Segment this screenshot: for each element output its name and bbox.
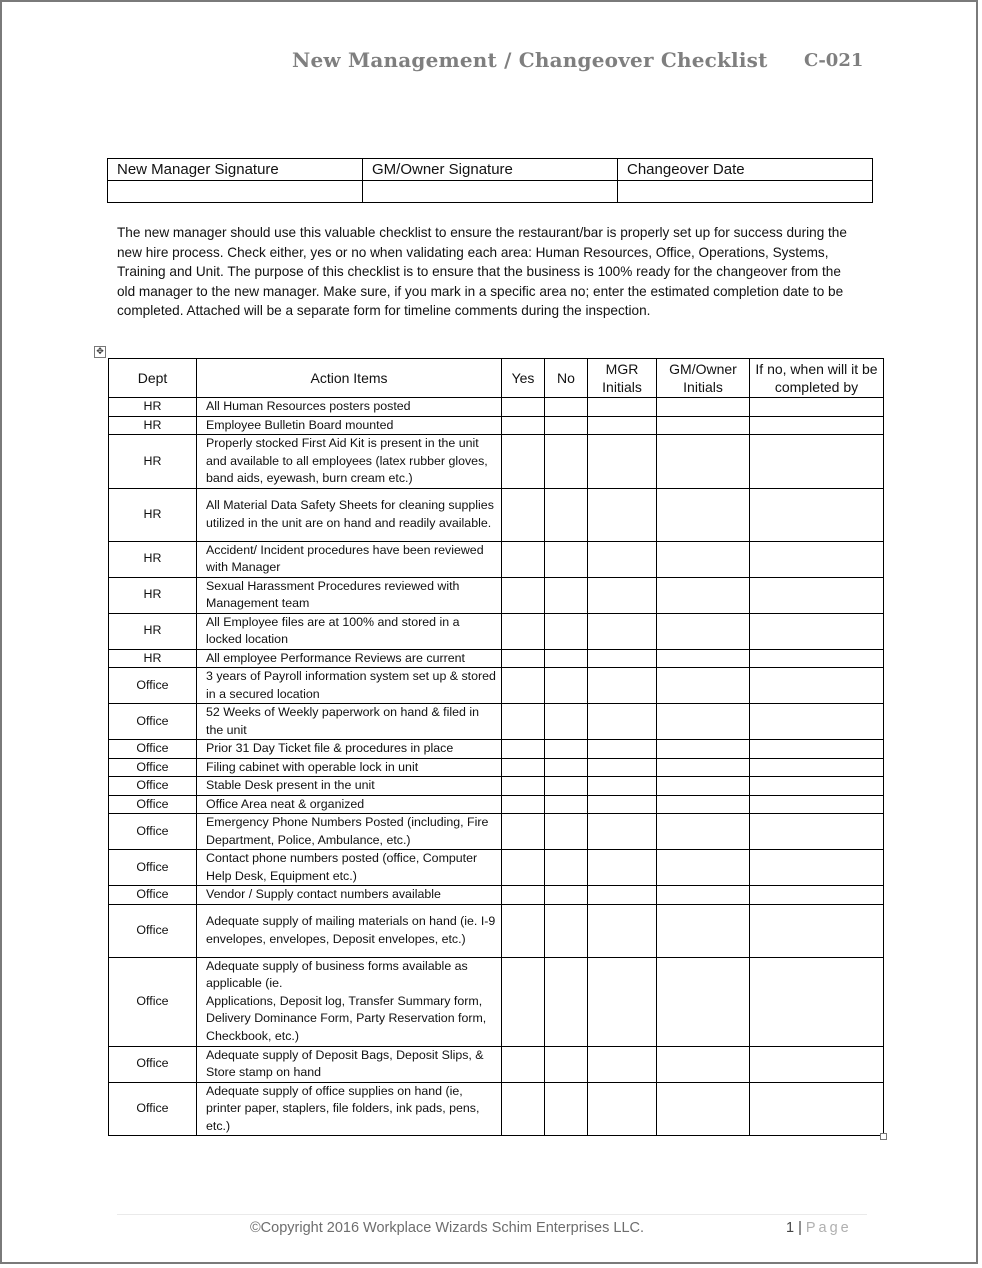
mgr-initials-cell[interactable]: [588, 541, 657, 577]
mgr-initials-cell[interactable]: [588, 904, 657, 957]
completion-date-cell[interactable]: [750, 1046, 884, 1082]
completion-date-cell[interactable]: [750, 704, 884, 740]
dept-cell: Office: [109, 777, 197, 796]
completion-date-cell[interactable]: [750, 850, 884, 886]
mgr-initials-cell[interactable]: [588, 1082, 657, 1136]
dept-cell: Office: [109, 758, 197, 777]
dept-cell: Office: [109, 886, 197, 905]
changeover-date-field[interactable]: [618, 181, 873, 203]
gm-owner-initials-cell[interactable]: [657, 740, 750, 759]
gm-owner-initials-cell[interactable]: [657, 488, 750, 541]
action-item-cell: Vendor / Supply contact numbers available: [197, 886, 502, 905]
action-item-cell: 52 Weeks of Weekly paperwork on hand & filed in the unit: [197, 704, 502, 740]
yes-cell[interactable]: [502, 488, 545, 541]
mgr-initials-cell[interactable]: [588, 957, 657, 1046]
table-row: [109, 577, 884, 613]
no-cell[interactable]: [545, 613, 588, 649]
completion-date-cell[interactable]: [750, 795, 884, 814]
yes-cell[interactable]: [502, 577, 545, 613]
no-cell[interactable]: [545, 795, 588, 814]
mgr-initials-cell[interactable]: [588, 613, 657, 649]
yes-cell[interactable]: [502, 613, 545, 649]
mgr-initials-cell[interactable]: [588, 777, 657, 796]
no-cell[interactable]: [545, 416, 588, 435]
mgr-initials-cell[interactable]: [588, 668, 657, 704]
dept-cell: HR: [109, 416, 197, 435]
mgr-initials-cell[interactable]: [588, 886, 657, 905]
table-row: [109, 957, 884, 1046]
checklist-table: [108, 358, 884, 1136]
action-item-cell: Adequate supply of office supplies on hand (ie, printer paper, staplers, file folders, ink pads, pens, etc.): [197, 1082, 502, 1136]
mgr-initials-cell[interactable]: [588, 1046, 657, 1082]
mgr-initials-cell[interactable]: [588, 814, 657, 850]
completion-date-cell[interactable]: [750, 886, 884, 905]
gm-owner-initials-cell[interactable]: [657, 777, 750, 796]
completion-date-cell[interactable]: [750, 577, 884, 613]
dept-cell: Office: [109, 740, 197, 759]
dept-cell: Office: [109, 904, 197, 957]
col-header-no: No: [545, 359, 588, 398]
completion-date-cell[interactable]: [750, 1082, 884, 1136]
intro-paragraph: The new manager should use this valuable checklist to ensure the restaurant/bar is properly set up for success during the new hire process. Check either, yes or no when validating each area: Human Resources, Office, Operations, Systems, Training and Unit. The purpose of this checklist is to ensure that the business is 100% ready for the changeover from the old manager to the new manager. Make sure, if you mark in a specific area no; enter the estimated completion date to be completed. Attached will be a separate form for timeline comments during the inspection.: [117, 225, 847, 319]
table-row: [109, 795, 884, 814]
mgr-initials-cell[interactable]: [588, 435, 657, 489]
table-row: [109, 613, 884, 649]
document-code: C-021: [804, 50, 864, 71]
mgr-initials-cell[interactable]: [588, 416, 657, 435]
action-item-cell: Adequate supply of business forms available as applicable (ie. Applications, Deposit log, Transfer Summary form, Delivery Dominance Form, Party Reservation form, Checkbook, etc.): [197, 957, 502, 1046]
gm-owner-initials-cell[interactable]: [657, 435, 750, 489]
table-row: [109, 541, 884, 577]
yes-cell[interactable]: [502, 416, 545, 435]
table-row: [109, 777, 884, 796]
footer-divider: [117, 1214, 867, 1215]
no-cell[interactable]: [545, 850, 588, 886]
dept-cell: HR: [109, 613, 197, 649]
dept-cell: Office: [109, 814, 197, 850]
completion-date-cell[interactable]: [750, 814, 884, 850]
yes-cell[interactable]: [502, 886, 545, 905]
action-item-cell: All Material Data Safety Sheets for cleaning supplies utilized in the unit are on hand and readily available.: [197, 488, 502, 541]
table-resize-handle[interactable]: [880, 1133, 887, 1140]
yes-cell[interactable]: [502, 740, 545, 759]
dept-cell: Office: [109, 668, 197, 704]
yes-cell[interactable]: [502, 1082, 545, 1136]
table-row: [109, 416, 884, 435]
table-row: [109, 758, 884, 777]
no-cell[interactable]: [545, 1046, 588, 1082]
table-row: [109, 904, 884, 957]
no-cell[interactable]: [545, 777, 588, 796]
yes-cell[interactable]: [502, 398, 545, 417]
completion-date-cell[interactable]: [750, 740, 884, 759]
gm-owner-initials-cell[interactable]: [657, 957, 750, 1046]
yes-cell[interactable]: [502, 758, 545, 777]
yes-cell[interactable]: [502, 1046, 545, 1082]
page-number: 1: [786, 1220, 795, 1236]
yes-cell[interactable]: [502, 668, 545, 704]
gm-owner-initials-cell[interactable]: [657, 398, 750, 417]
checklist-body: [109, 398, 884, 1136]
mgr-initials-cell[interactable]: [588, 704, 657, 740]
completion-date-cell[interactable]: [750, 957, 884, 1046]
gm-owner-initials-cell[interactable]: [657, 668, 750, 704]
no-cell[interactable]: [545, 577, 588, 613]
no-cell[interactable]: [545, 435, 588, 489]
action-item-cell: Office Area neat & organized: [197, 795, 502, 814]
mgr-initials-cell[interactable]: [588, 488, 657, 541]
table-row: [109, 740, 884, 759]
table-row: [109, 435, 884, 489]
table-row: [109, 488, 884, 541]
action-item-cell: Accident/ Incident procedures have been reviewed with Manager: [197, 541, 502, 577]
dept-cell: Office: [109, 1046, 197, 1082]
table-row: [109, 1082, 884, 1136]
dept-cell: HR: [109, 649, 197, 668]
col-header-yes: Yes: [502, 359, 545, 398]
completion-date-cell[interactable]: [750, 416, 884, 435]
dept-cell: HR: [109, 541, 197, 577]
action-item-cell: All employee Performance Reviews are current: [197, 649, 502, 668]
action-item-cell: Filing cabinet with operable lock in unit: [197, 758, 502, 777]
mgr-initials-cell[interactable]: [588, 850, 657, 886]
gm-owner-initials-cell[interactable]: [657, 904, 750, 957]
gm-owner-initials-cell[interactable]: [657, 649, 750, 668]
col-header-dept: Dept: [109, 359, 197, 398]
dept-cell: Office: [109, 795, 197, 814]
completion-date-cell[interactable]: [750, 435, 884, 489]
dept-cell: Office: [109, 957, 197, 1046]
yes-cell[interactable]: [502, 777, 545, 796]
table-row: [109, 649, 884, 668]
signature-table: [107, 158, 873, 203]
no-cell[interactable]: [545, 668, 588, 704]
no-cell[interactable]: [545, 1082, 588, 1136]
no-cell[interactable]: [545, 649, 588, 668]
no-cell[interactable]: [545, 814, 588, 850]
footer-page-number: [786, 1220, 852, 1236]
yes-cell[interactable]: [502, 435, 545, 489]
dept-cell: Office: [109, 850, 197, 886]
checklist-header-row: [109, 359, 884, 398]
yes-cell[interactable]: [502, 649, 545, 668]
table-row: [109, 1046, 884, 1082]
yes-cell[interactable]: [502, 795, 545, 814]
document-title: New Management / Changeover Checklist: [292, 48, 768, 72]
action-item-cell: Emergency Phone Numbers Posted (including, Fire Department, Police, Ambulance, etc.): [197, 814, 502, 850]
table-row: [109, 668, 884, 704]
gm-owner-initials-cell[interactable]: [657, 886, 750, 905]
no-cell[interactable]: [545, 758, 588, 777]
table-row: [109, 886, 884, 905]
gm-owner-signature-label: GM/Owner Signature: [363, 159, 618, 181]
completion-date-cell[interactable]: [750, 613, 884, 649]
footer-copyright: ©Copyright 2016 Workplace Wizards Schim Enterprises LLC.: [250, 1220, 645, 1236]
mgr-initials-cell[interactable]: [588, 649, 657, 668]
action-item-cell: Prior 31 Day Ticket file & procedures in place: [197, 740, 502, 759]
new-manager-signature-field[interactable]: [108, 181, 363, 203]
col-header-gm-owner-initials: GM/Owner Initials: [657, 359, 750, 398]
gm-owner-initials-cell[interactable]: [657, 795, 750, 814]
no-cell[interactable]: [545, 398, 588, 417]
table-row: [109, 850, 884, 886]
action-item-cell: Stable Desk present in the unit: [197, 777, 502, 796]
no-cell[interactable]: [545, 886, 588, 905]
mgr-initials-cell[interactable]: [588, 577, 657, 613]
gm-owner-initials-cell[interactable]: [657, 704, 750, 740]
dept-cell: HR: [109, 435, 197, 489]
no-cell[interactable]: [545, 904, 588, 957]
gm-owner-initials-cell[interactable]: [657, 613, 750, 649]
completion-date-cell[interactable]: [750, 649, 884, 668]
dept-cell: Office: [109, 704, 197, 740]
page-separator: |: [798, 1220, 802, 1236]
action-item-cell: Contact phone numbers posted (office, Computer Help Desk, Equipment etc.): [197, 850, 502, 886]
completion-date-cell[interactable]: [750, 668, 884, 704]
gm-owner-initials-cell[interactable]: [657, 577, 750, 613]
gm-owner-initials-cell[interactable]: [657, 850, 750, 886]
no-cell[interactable]: [545, 957, 588, 1046]
completion-date-cell[interactable]: [750, 758, 884, 777]
yes-cell[interactable]: [502, 904, 545, 957]
gm-owner-initials-cell[interactable]: [657, 814, 750, 850]
action-item-cell: Properly stocked First Aid Kit is present in the unit and available to all employees (latex rubber gloves, band aids, eyewash, burn cream etc.): [197, 435, 502, 489]
mgr-initials-cell[interactable]: [588, 398, 657, 417]
action-item-cell: Sexual Harassment Procedures reviewed with Management team: [197, 577, 502, 613]
action-item-cell: 3 years of Payroll information system set up & stored in a secured location: [197, 668, 502, 704]
table-row: [109, 398, 884, 417]
gm-owner-initials-cell[interactable]: [657, 416, 750, 435]
dept-cell: HR: [109, 398, 197, 417]
yes-cell[interactable]: [502, 814, 545, 850]
gm-owner-initials-cell[interactable]: [657, 1046, 750, 1082]
action-item-cell: Adequate supply of Deposit Bags, Deposit Slips, & Store stamp on hand: [197, 1046, 502, 1082]
yes-cell[interactable]: [502, 541, 545, 577]
completion-date-cell[interactable]: [750, 398, 884, 417]
dept-cell: HR: [109, 488, 197, 541]
completion-date-cell[interactable]: [750, 541, 884, 577]
table-move-handle-icon[interactable]: ✥: [94, 346, 106, 358]
no-cell[interactable]: [545, 704, 588, 740]
action-item-cell: Adequate supply of mailing materials on hand (ie. I-9 envelopes, envelopes, Deposit envelopes, etc.): [197, 904, 502, 957]
col-header-action-items: Action Items: [197, 359, 502, 398]
new-manager-signature-label: New Manager Signature: [108, 159, 363, 181]
col-header-completion-date: If no, when will it be completed by: [750, 359, 884, 398]
changeover-date-label: Changeover Date: [618, 159, 873, 181]
gm-owner-initials-cell[interactable]: [657, 1082, 750, 1136]
table-row: [109, 704, 884, 740]
mgr-initials-cell[interactable]: [588, 795, 657, 814]
completion-date-cell[interactable]: [750, 777, 884, 796]
no-cell[interactable]: [545, 488, 588, 541]
action-item-cell: All Human Resources posters posted: [197, 398, 502, 417]
yes-cell[interactable]: [502, 850, 545, 886]
completion-date-cell[interactable]: [750, 488, 884, 541]
no-cell[interactable]: [545, 541, 588, 577]
completion-date-cell[interactable]: [750, 904, 884, 957]
page-label: Page: [805, 1220, 852, 1236]
action-item-cell: All Employee files are at 100% and stored in a locked location: [197, 613, 502, 649]
yes-cell[interactable]: [502, 957, 545, 1046]
no-cell[interactable]: [545, 740, 588, 759]
action-item-cell: Employee Bulletin Board mounted: [197, 416, 502, 435]
dept-cell: HR: [109, 577, 197, 613]
mgr-initials-cell[interactable]: [588, 758, 657, 777]
gm-owner-initials-cell[interactable]: [657, 758, 750, 777]
gm-owner-signature-field[interactable]: [363, 181, 618, 203]
gm-owner-initials-cell[interactable]: [657, 541, 750, 577]
yes-cell[interactable]: [502, 704, 545, 740]
mgr-initials-cell[interactable]: [588, 740, 657, 759]
signature-entry-row: [108, 181, 873, 203]
dept-cell: Office: [109, 1082, 197, 1136]
table-row: [109, 814, 884, 850]
col-header-mgr-initials: MGR Initials: [588, 359, 657, 398]
signature-header-row: [108, 159, 873, 181]
